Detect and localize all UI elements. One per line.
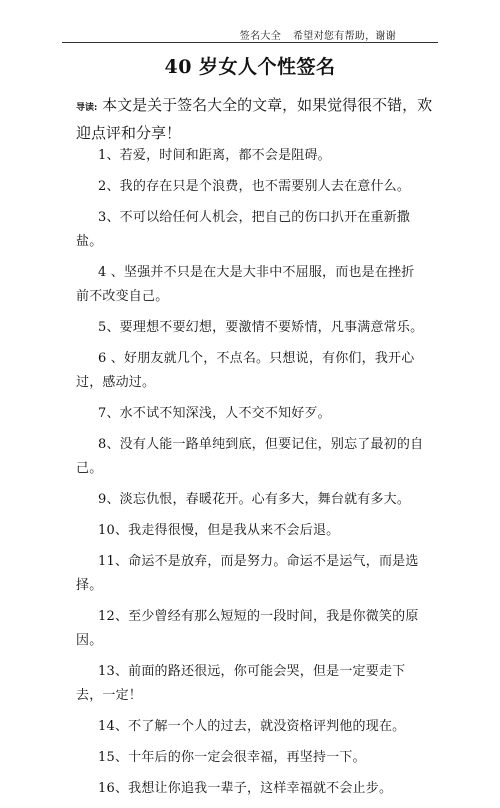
- intro-label: 导读:: [76, 103, 98, 113]
- list-item-text: 要理想不要幻想，要激情不要矫情，凡事满意常乐。: [119, 320, 424, 335]
- list-item: [76, 715, 426, 739]
- list-item-number: 6 、: [98, 351, 125, 366]
- list-item-number: 3、: [98, 210, 120, 225]
- list-item-text: 不了解一个人的过去，就没资格评判他的现在。: [128, 719, 406, 734]
- page-header: [240, 27, 396, 42]
- list-item-number: 13、: [98, 664, 129, 679]
- list-item-number: 7、: [98, 406, 120, 421]
- list-item: [76, 433, 426, 481]
- list-item: [76, 206, 426, 254]
- list-item-number: 4 、: [98, 265, 125, 280]
- list-item: [76, 519, 426, 543]
- list-item-text: 好朋友就几个，不点名。只想说，有你们，我开心过，感动过。: [76, 351, 415, 390]
- list-item: [76, 746, 426, 770]
- list-item-text: 淡忘仇恨，春暖花开。心有多大，舞台就有多大。: [119, 492, 411, 507]
- list-item-text: 命运不是放弃，而是努力。命运不是运气，而是选择。: [76, 554, 419, 593]
- list-item: [76, 660, 426, 708]
- list-item: [76, 402, 426, 426]
- list-item-number: 5、: [98, 320, 120, 335]
- list-item-text: 若爱，时间和距离，都不会是阻碍。: [119, 148, 331, 163]
- list-item-number: 16、: [98, 781, 129, 796]
- list-item: [76, 550, 426, 598]
- list-item: [76, 605, 426, 653]
- list-item: [76, 488, 426, 512]
- header-divider: [62, 42, 438, 43]
- list-item-text: 我走得很慢，但是我从来不会后退。: [128, 523, 340, 538]
- list-item-text: 水不试不知深浅，人不交不知好歹。: [119, 406, 331, 421]
- document-title: 40 岁女人个性签名: [164, 56, 336, 78]
- list-item: [76, 144, 426, 168]
- list-item: [76, 316, 426, 340]
- list-item: [76, 175, 426, 199]
- header-right-text: 希望对您有帮助，谢谢: [293, 31, 396, 42]
- list-item-number: 14、: [98, 719, 129, 734]
- list-item-number: 10、: [98, 523, 129, 538]
- list-item-text: 十年后的你一定会很幸福，再坚持一下。: [128, 750, 366, 765]
- list-item: [76, 347, 426, 395]
- list-item-number: 15、: [98, 750, 129, 765]
- list-item-text: 我的存在只是个浪费，也不需要别人去在意什么。: [119, 179, 411, 194]
- list-item-number: 9、: [98, 492, 120, 507]
- intro-paragraph: [76, 93, 436, 146]
- list-item-text: 至少曾经有那么短短的一段时间，我是你微笑的原因。: [76, 609, 419, 648]
- list-item-text: 我想让你追我一辈子，这样幸福就不会止步。: [128, 781, 393, 796]
- header-left-text: 签名大全: [239, 31, 281, 42]
- list-item-text: 前面的路还很远，你可能会哭，但是一定要走下去，一定！: [76, 664, 406, 703]
- list-item-number: 1、: [98, 148, 120, 163]
- list-item: [76, 261, 426, 309]
- list-item-number: 11、: [98, 554, 129, 569]
- list-item-number: 2、: [98, 179, 120, 194]
- list-item: [76, 777, 426, 801]
- signature-list: [76, 144, 426, 808]
- list-item-number: 8、: [98, 437, 120, 452]
- list-item-text: 坚强并不只是在大是大非中不屈服，而也是在挫折前不改变自己。: [76, 265, 415, 304]
- list-item-text: 不可以给任何人机会，把自己的伤口扒开在重新撒盐。: [76, 210, 411, 249]
- list-item-number: 12、: [98, 609, 129, 624]
- intro-text: 本文是关于签名大全的文章，如果觉得很不错，欢迎点评和分享！: [76, 96, 433, 142]
- list-item-text: 没有人能一路单纯到底，但要记住，别忘了最初的自己。: [76, 437, 424, 476]
